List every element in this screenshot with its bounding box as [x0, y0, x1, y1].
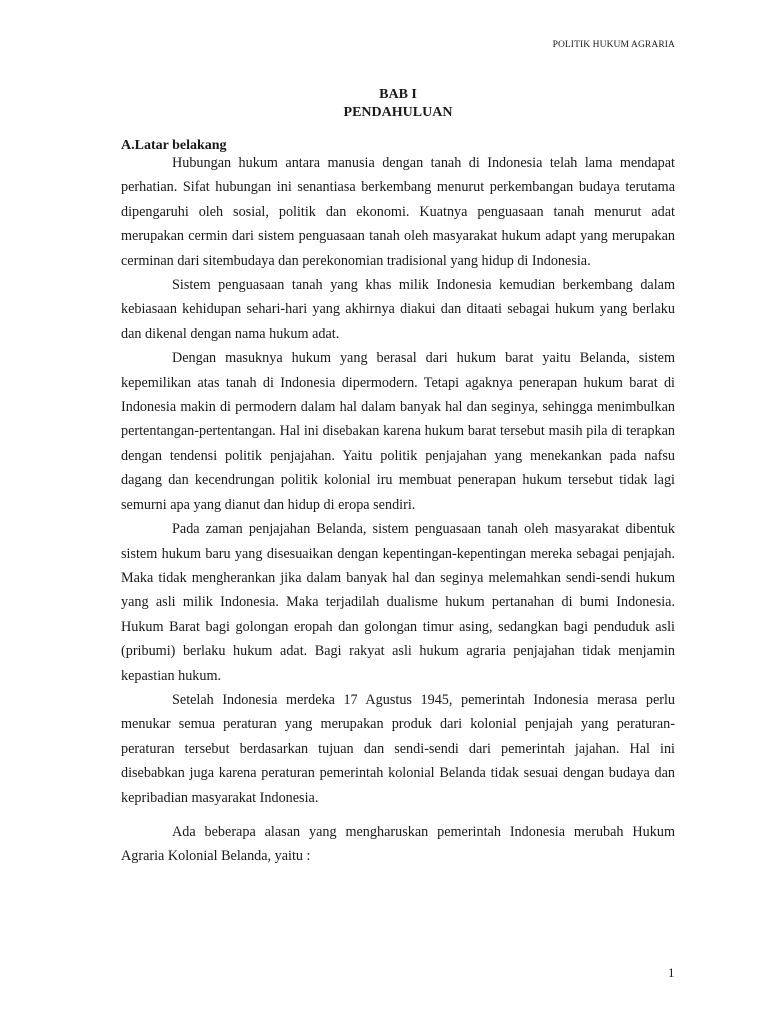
- chapter-number: BAB I: [379, 87, 417, 102]
- paragraph: Sistem penguasaan tanah yang khas milik Indonesia kemudian berkembang dalam kebiasaan kehidupan sehari-hari yang akhirnya diakui dan ditaati sebagai hukum yang berlaku dan dikenal dengan nama hukum adat.: [121, 277, 675, 342]
- paragraph: Dengan masuknya hukum yang berasal dari hukum barat yaitu Belanda, sistem kepemilikan atas tanah di Indonesia dipermodern. Tetapi agaknya penerapan hukum barat di Indonesia makin di permodern dalam hal dalam banyak hal dan seginya, sehingga menimbulkan pertentangan-pertentangan. Hal ini disebakan karena hukum barat tersebut masih pila di terapkan dengan tendensi politik penjajahan. Yaitu politik penjajahan yang menekankan pada nafsu dagang dan kecendrungan politik kolonial iru membuat penerapan hukum tersebut tidak lagi semurni apa yang dianut dan hidup di eropa sendiri.: [121, 350, 675, 513]
- running-header: POLITIK HUKUM AGRARIA: [552, 40, 675, 50]
- chapter-title: PENDAHULUAN: [343, 105, 453, 120]
- section-heading: A.Latar belakang: [121, 138, 227, 153]
- paragraph: Setelah Indonesia merdeka 17 Agustus 1945, pemerintah Indonesia merasa perlu menukar semua peraturan yang merupakan produk dari kolonial penjajah yang peraturan-peraturan tersebut berdasarkan tujuan dan sendi-sendi dari pemerintah jajahan. Hal ini disebabkan juga karena peraturan pemerintah kolonial Belanda tidak sesuai dengan budaya dan kepribadian masyarakat Indonesia.: [121, 691, 675, 806]
- paragraph: Ada beberapa alasan yang mengharuskan pemerintah Indonesia merubah Hukum Agraria Kolonial Belanda, yaitu :: [121, 823, 675, 865]
- paragraph: Hubungan hukum antara manusia dengan tanah di Indonesia telah lama mendapat perhatian. Sifat hubungan ini senantiasa berkembang menurut perkembangan budaya terutama dipengaruhi oleh sosial, politik dan ekonomi. Kuatnya penguasaan tanah menurut adat merupakan cermin dari sistem penguasaan tanah oleh masyarakat hukum adapt yang merupakan cerminan dari sitembudaya dan perekonomian tradisional yang hidup di Indonesia.: [121, 155, 675, 269]
- paragraph: Pada zaman penjajahan Belanda, sistem penguasaan tanah oleh masyarakat dibentuk sistem hukum baru yang disesuaikan dengan kepentingan-kepentingan mereka sebagai penjajah. Maka tidak mengherankan jika dalam banyak hal dan seginya melemahkan sendi-sendi hukum yang asli milik Indonesia. Maka terjadilah dualisme hukum pertanahan di bumi Indonesia. Hukum Barat bagi golongan eropah dan golongan timur asing, sedangkan bagi penduduk asli (pribumi) berlaku hukum adat. Bagi rakyat asli hukum agraria penjajahan tidak menjamin kepastian hukum.: [121, 521, 675, 684]
- document-body: [121, 151, 675, 869]
- page-number: 1: [668, 965, 675, 980]
- chapter-heading: [0, 86, 768, 122]
